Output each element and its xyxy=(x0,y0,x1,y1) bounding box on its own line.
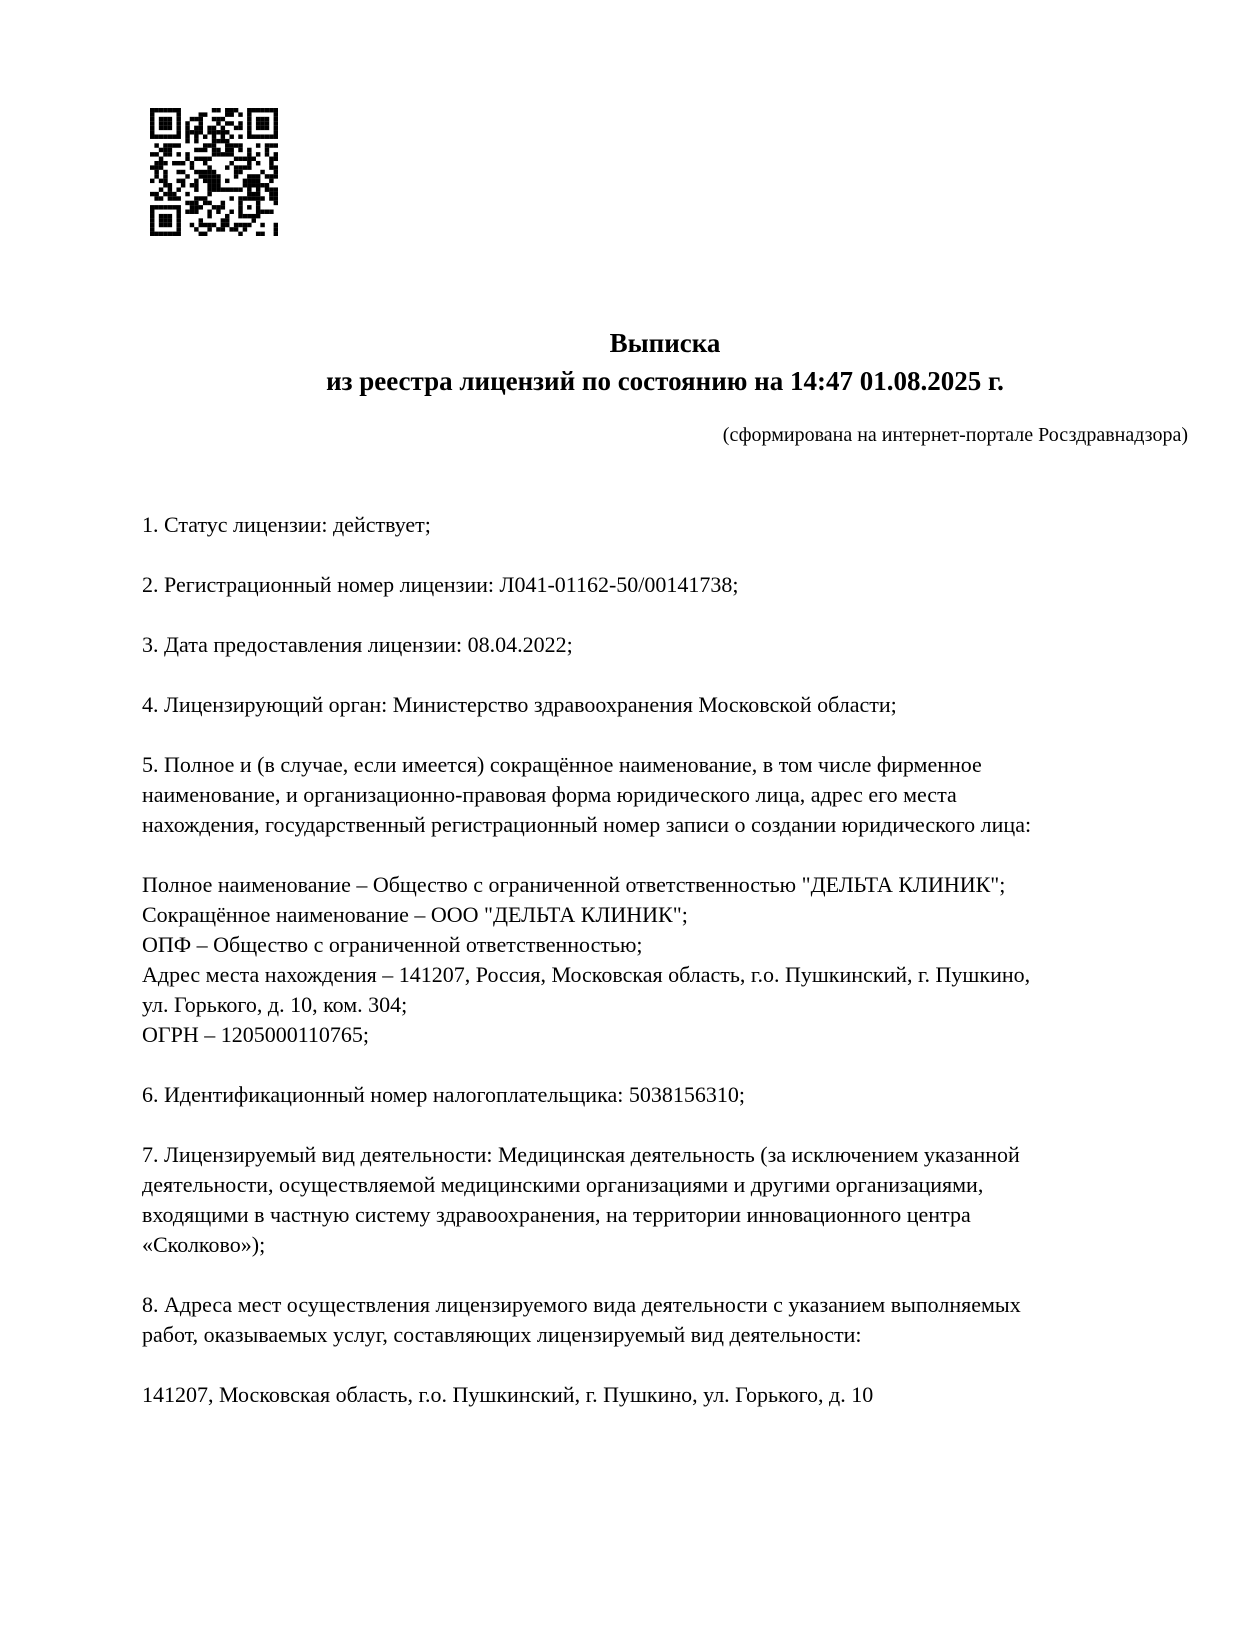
paragraph-line: «Сколково»); xyxy=(142,1232,266,1257)
grant-date-paragraph xyxy=(142,630,1188,660)
address-line-2: ул. Горького, д. 10, ком. 304; xyxy=(142,992,408,1017)
paragraph-line: 4. Лицензирующий орган: Министерство здравоохранения Московской области; xyxy=(142,692,897,717)
paragraph-line: 1. Статус лицензии: действует; xyxy=(142,512,431,537)
document-body xyxy=(142,510,1188,1410)
entity-details-block xyxy=(142,870,1188,1050)
document-subtitle: (сформирована на интернет-портале Росздравнадзора) xyxy=(722,424,1188,446)
inn-paragraph xyxy=(142,1080,1188,1110)
entity-name-heading-paragraph xyxy=(142,750,1188,840)
title-line-1: Выписка xyxy=(609,328,721,358)
full-name-line: Полное наименование – Общество с ограниченной ответственностью "ДЕЛЬТА КЛИНИК"; xyxy=(142,872,1006,897)
paragraph-line: наименование, и организационно-правовая форма юридического лица, адрес его места xyxy=(142,782,957,807)
paragraph-line: 3. Дата предоставления лицензии: 08.04.2022; xyxy=(142,632,573,657)
activity-addresses-heading-paragraph xyxy=(142,1290,1188,1350)
paragraph-line: входящими в частную систему здравоохранения, на территории инновационного центра xyxy=(142,1202,971,1227)
paragraph-line: 6. Идентификационный номер налогоплательщика: 5038156310; xyxy=(142,1082,745,1107)
qr-code xyxy=(150,108,278,236)
ogrn-line: ОГРН – 1205000110765; xyxy=(142,1022,370,1047)
document-title xyxy=(142,324,1188,400)
licensed-activity-paragraph xyxy=(142,1140,1188,1260)
registration-number-paragraph xyxy=(142,570,1188,600)
address-line-1: Адрес места нахождения – 141207, Россия, Московская область, г.о. Пушкинский, г. Пушкино, xyxy=(142,962,1031,987)
paragraph-line: деятельности, осуществляемой медицинскими организациями и другими организациями, xyxy=(142,1172,984,1197)
title-line-2: из реестра лицензий по состоянию на 14:47 01.08.2025 г. xyxy=(326,366,1004,396)
licensing-authority-paragraph xyxy=(142,690,1188,720)
paragraph-line: нахождения, государственный регистрационный номер записи о создании юридического лица: xyxy=(142,812,1032,837)
paragraph-line: 5. Полное и (в случае, если имеется) сокращённое наименование, в том числе фирменное xyxy=(142,752,982,777)
paragraph-line: 2. Регистрационный номер лицензии: Л041-01162-50/00141738; xyxy=(142,572,739,597)
paragraph-line: 8. Адреса мест осуществления лицензируемого вида деятельности с указанием выполняемых xyxy=(142,1292,1021,1317)
short-name-line: Сокращённое наименование – ООО "ДЕЛЬТА КЛИНИК"; xyxy=(142,902,688,927)
paragraph-line: 7. Лицензируемый вид деятельности: Медицинская деятельность (за исключением указанной xyxy=(142,1142,1020,1167)
activity-address-paragraph xyxy=(142,1380,1188,1410)
paragraph-line: 141207, Московская область, г.о. Пушкинский, г. Пушкино, ул. Горького, д. 10 xyxy=(142,1382,874,1407)
opf-line: ОПФ – Общество с ограниченной ответственностью; xyxy=(142,932,643,957)
license-status-paragraph xyxy=(142,510,1188,540)
paragraph-line: работ, оказываемых услуг, составляющих лицензируемый вид деятельности: xyxy=(142,1322,862,1347)
